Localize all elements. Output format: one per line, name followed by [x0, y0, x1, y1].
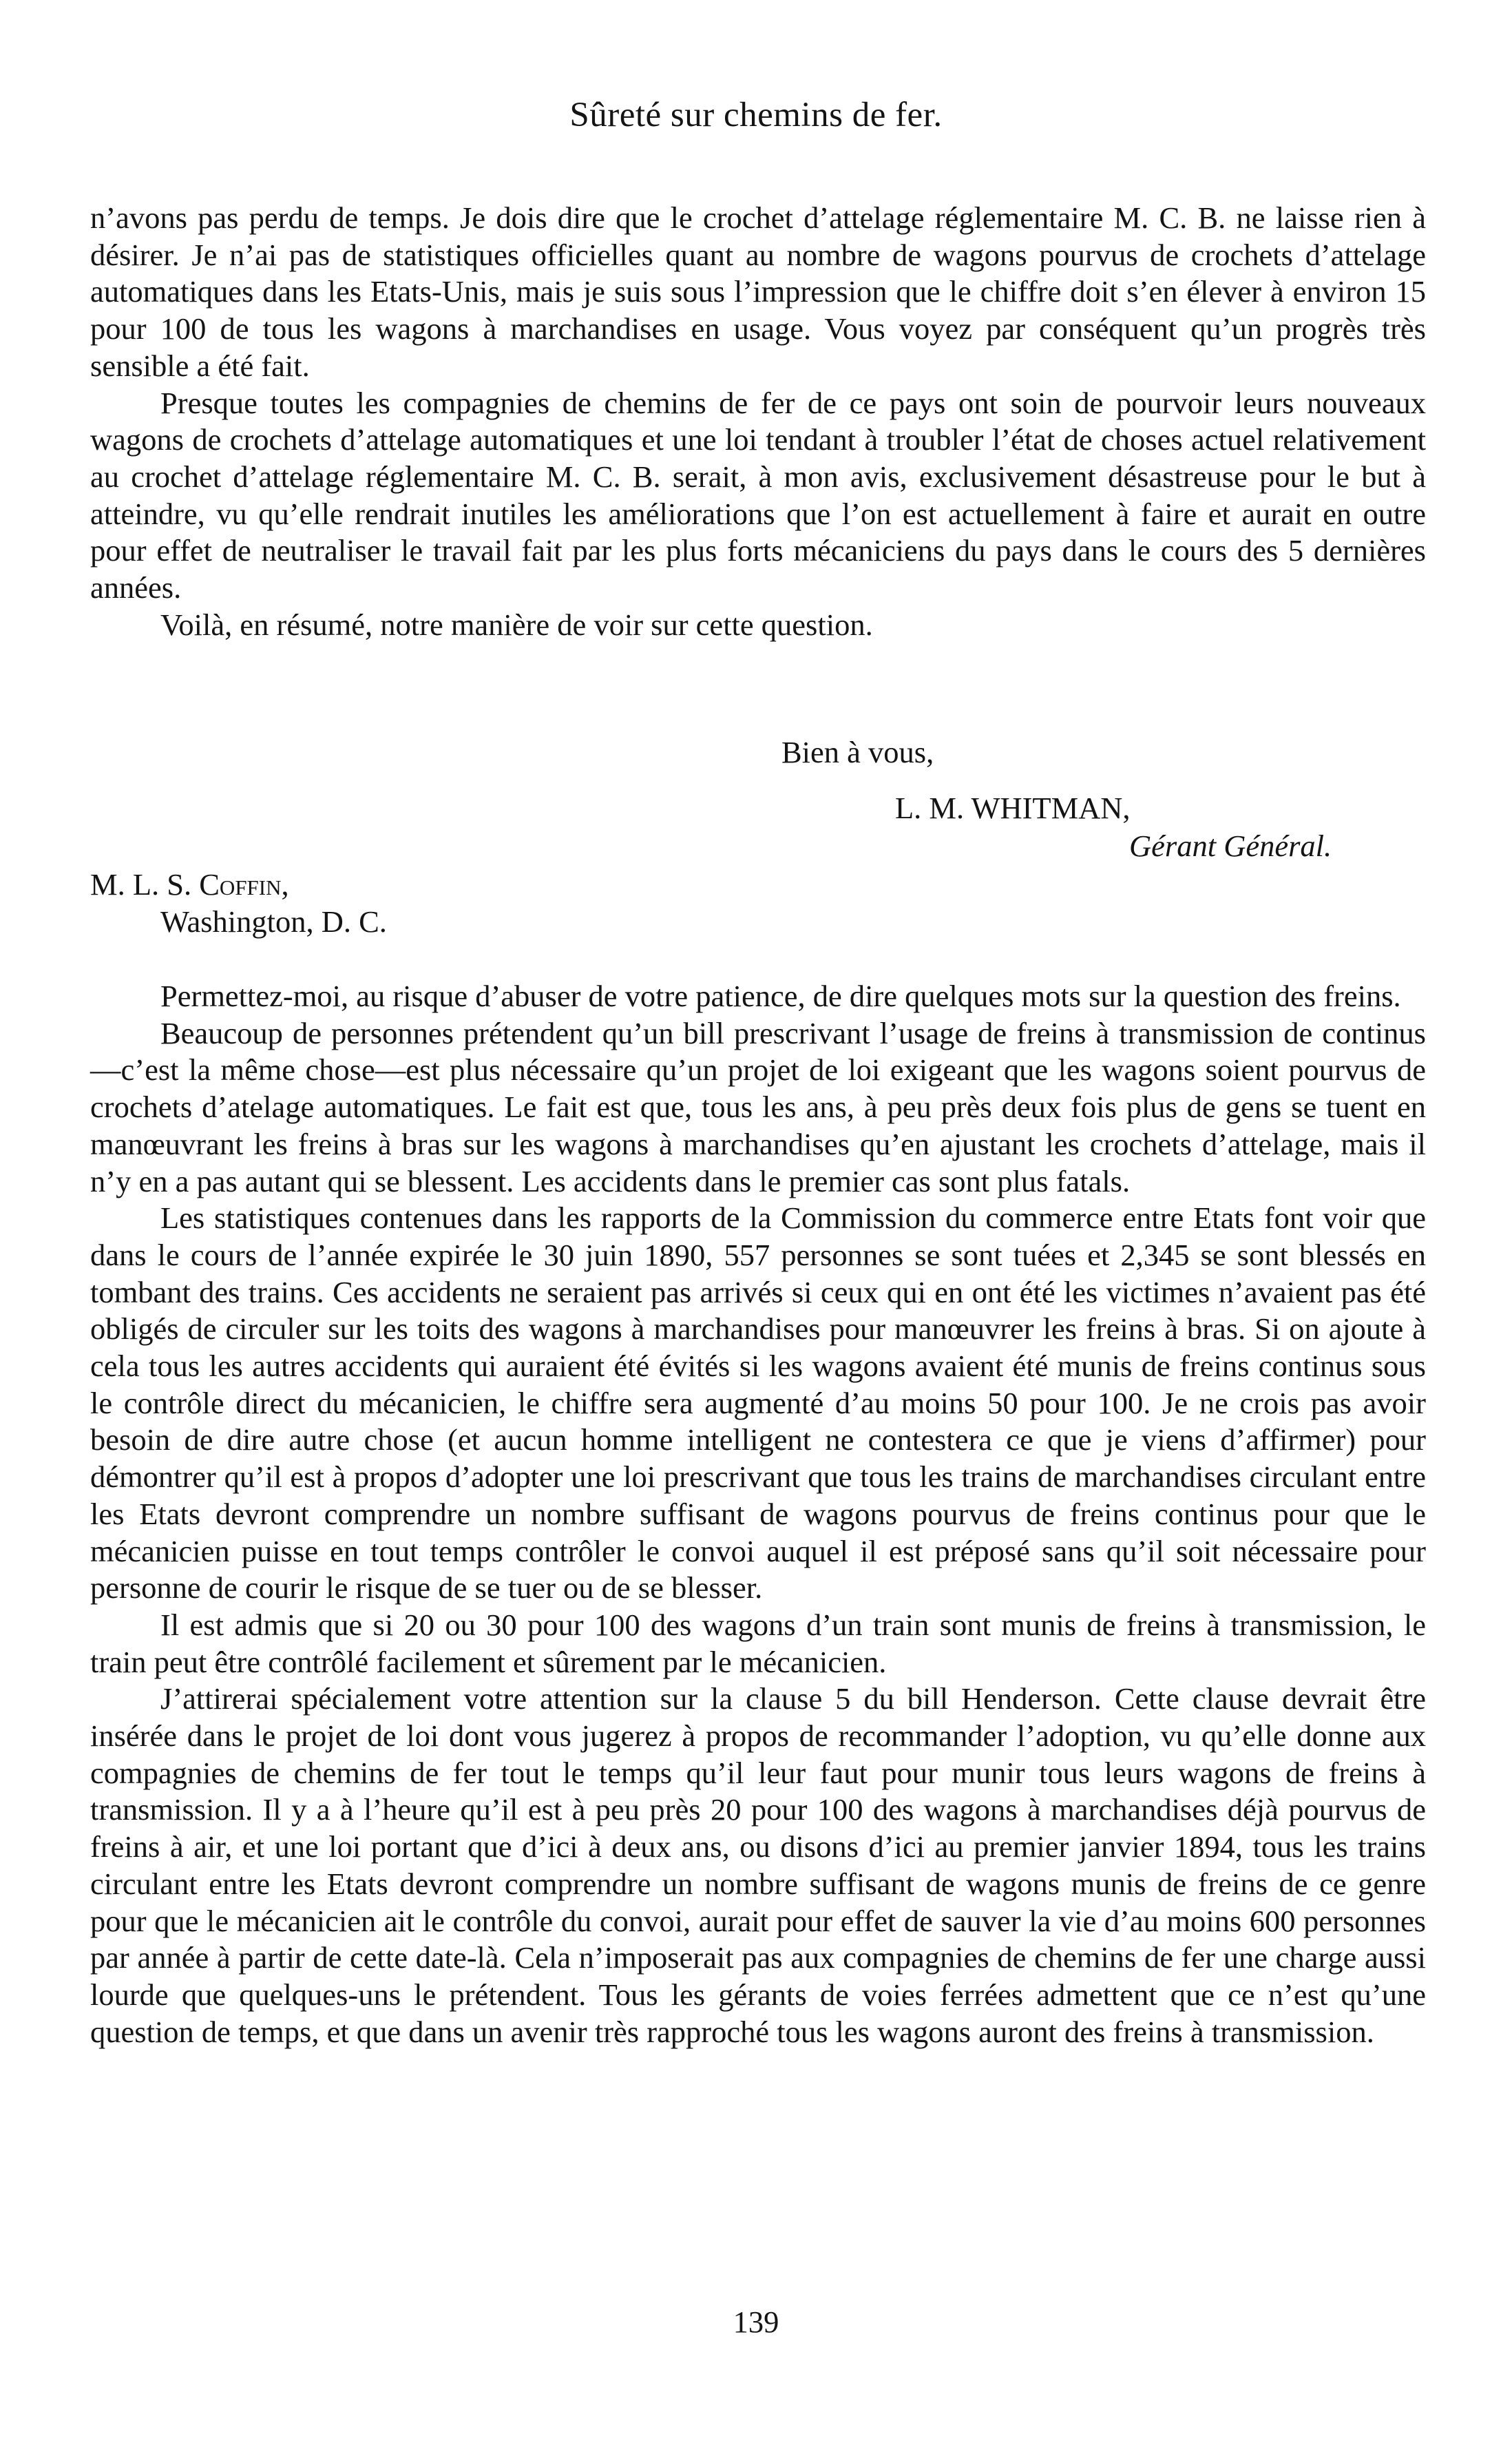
body-paragraph: Les statistiques contenues dans les rapports de la Commission du commerce entre Etats font voir que dans le cours de l’année expirée le 30 juin 1890, 557 personnes se sont tuées et 2,345 se sont blessés en tombant des trains. Ces accidents ne seraient pas arrivés si ceux qui en ont été les victimes n’avaient pas été obligés de circuler sur les toits des wagons à marchandises pour manœuvrer les freins à bras. Si on ajoute à cela tous les autres accidents qui auraient été évités si les wagons avaient été munis de freins continus sous le contrôle direct du mécanicien, le chiffre sera augmenté d’au moins 50 pour 100. Je ne crois pas avoir besoin de dire autre chose (et aucun homme intelligent ne contestera ce que je viens d’affirmer) pour démontrer qu’il est à propos d’adopter une loi prescrivant que tous les trains de marchandises circulant entre les Etats devront comprendre un nombre suffisant de wagons pourvus de freins continus pour que le mécanicien puisse en tout temps contrôler le convoi auquel il est préposé sans qu’il soit nécessaire pour personne de courir le risque de se tuer ou de se blesser. [90, 1200, 1426, 1605]
closing-line: Bien à vous, [781, 735, 934, 769]
body-paragraph: Il est admis que si 20 ou 30 pour 100 des wagons d’un train sont munis de freins à transmission, le train peut être contrôlé facilement et sûrement par le mécanicien. [90, 1607, 1426, 1679]
addressee-name: M. L. S. Coffin, [90, 867, 289, 902]
page-number: 139 [733, 2305, 779, 2339]
body-paragraph: Beaucoup de personnes prétendent qu’un bill prescrivant l’usage de freins à transmission de continus—c’est la même chose—est plus nécessaire qu’un projet de loi exigeant que les wagons soient pourvus de crochets d’atelage automatiques. Le fait est que, tous les ans, à peu près deux fois plus de gens se tuent en manœuvrant les freins à bras sur les wagons à marchandises qu’en ajustant les crochets d’attelage, mais il n’y en a pas autant qui se blessent. Les accidents dans le premier cas sont plus fatals. [90, 1015, 1426, 1198]
body-paragraph: Permettez-moi, au risque d’abuser de votre patience, de dire quelques mots sur la question des freins. [160, 979, 1401, 1013]
letter-paragraph: Presque toutes les compagnies de chemins de fer de ce pays ont soin de pourvoir leurs nouveaux wagons de crochets d’attelage automatiques et une loi tendant à troubler l’état de choses actuel relativement au crochet d’attelage réglementaire M. C. B. serait, à mon avis, exclusivement désastreuse pour le but à atteindre, vu qu’elle rendrait inutiles les améliorations que l’on est actuellement à faire et aurait en outre pour effet de neutraliser le travail fait par les plus forts mécaniciens du pays dans le cours des 5 dernières années. [90, 385, 1426, 605]
signature-title: Gérant Général. [1129, 829, 1332, 863]
main-text [90, 978, 1426, 2050]
addressee-place: Washington, D. C. [160, 904, 387, 939]
letter-paragraph: n’avons pas perdu de temps. Je dois dire que le crochet d’attelage réglementaire M. C. B. ne laisse rien à désirer. Je n’ai pas de statistiques officielles quant au nombre de wagons pourvus de crochets d’attelage automatiques dans les Etats-Unis, mais je suis sous l’impression que le chiffre doit s’en élever à environ 15 pour 100 de tous les wagons à marchandises en usage. Vous voyez par conséquent qu’un progrès très sensible a été fait. [90, 200, 1426, 383]
running-title: Sûreté sur chemins de fer. [569, 96, 943, 134]
body-paragraph: J’attirerai spécialement votre attention sur la clause 5 du bill Henderson. Cette clause devrait être insérée dans le projet de loi dont vous jugerez à propos de recommander l’adoption, vu qu’elle donne aux compagnies de chemins de fer tout le temps qu’il leur faut pour munir tous leurs wagons de freins à transmission. Il y a à l’heure qu’il est à peu près 20 pour 100 des wagons à marchandises déjà pourvus de freins à air, et une loi portant que d’ici à deux ans, ou disons d’ici au premier janvier 1894, tous les trains circulant entre les Etats devront comprendre un nombre suffisant de wagons munis de freins de ce genre pour que le mécanicien ait le contrôle du convoi, aurait pour effet de sauver la vie d’au moins 600 personnes par année à partir de cette date-là. Cela n’imposerait pas aux compagnies de chemins de fer une charge aussi lourde que quelques-uns le prétendent. Tous les gérants de voies ferrées admettent que ce n’est qu’une question de temps, et que dans un avenir très rapproché tous les wagons auront des freins à transmission. [90, 1681, 1426, 2049]
letter-paragraph: Voilà, en résumé, notre manière de voir sur cette question. [160, 607, 873, 642]
signature-name: L. M. WHITMAN, [895, 791, 1131, 825]
